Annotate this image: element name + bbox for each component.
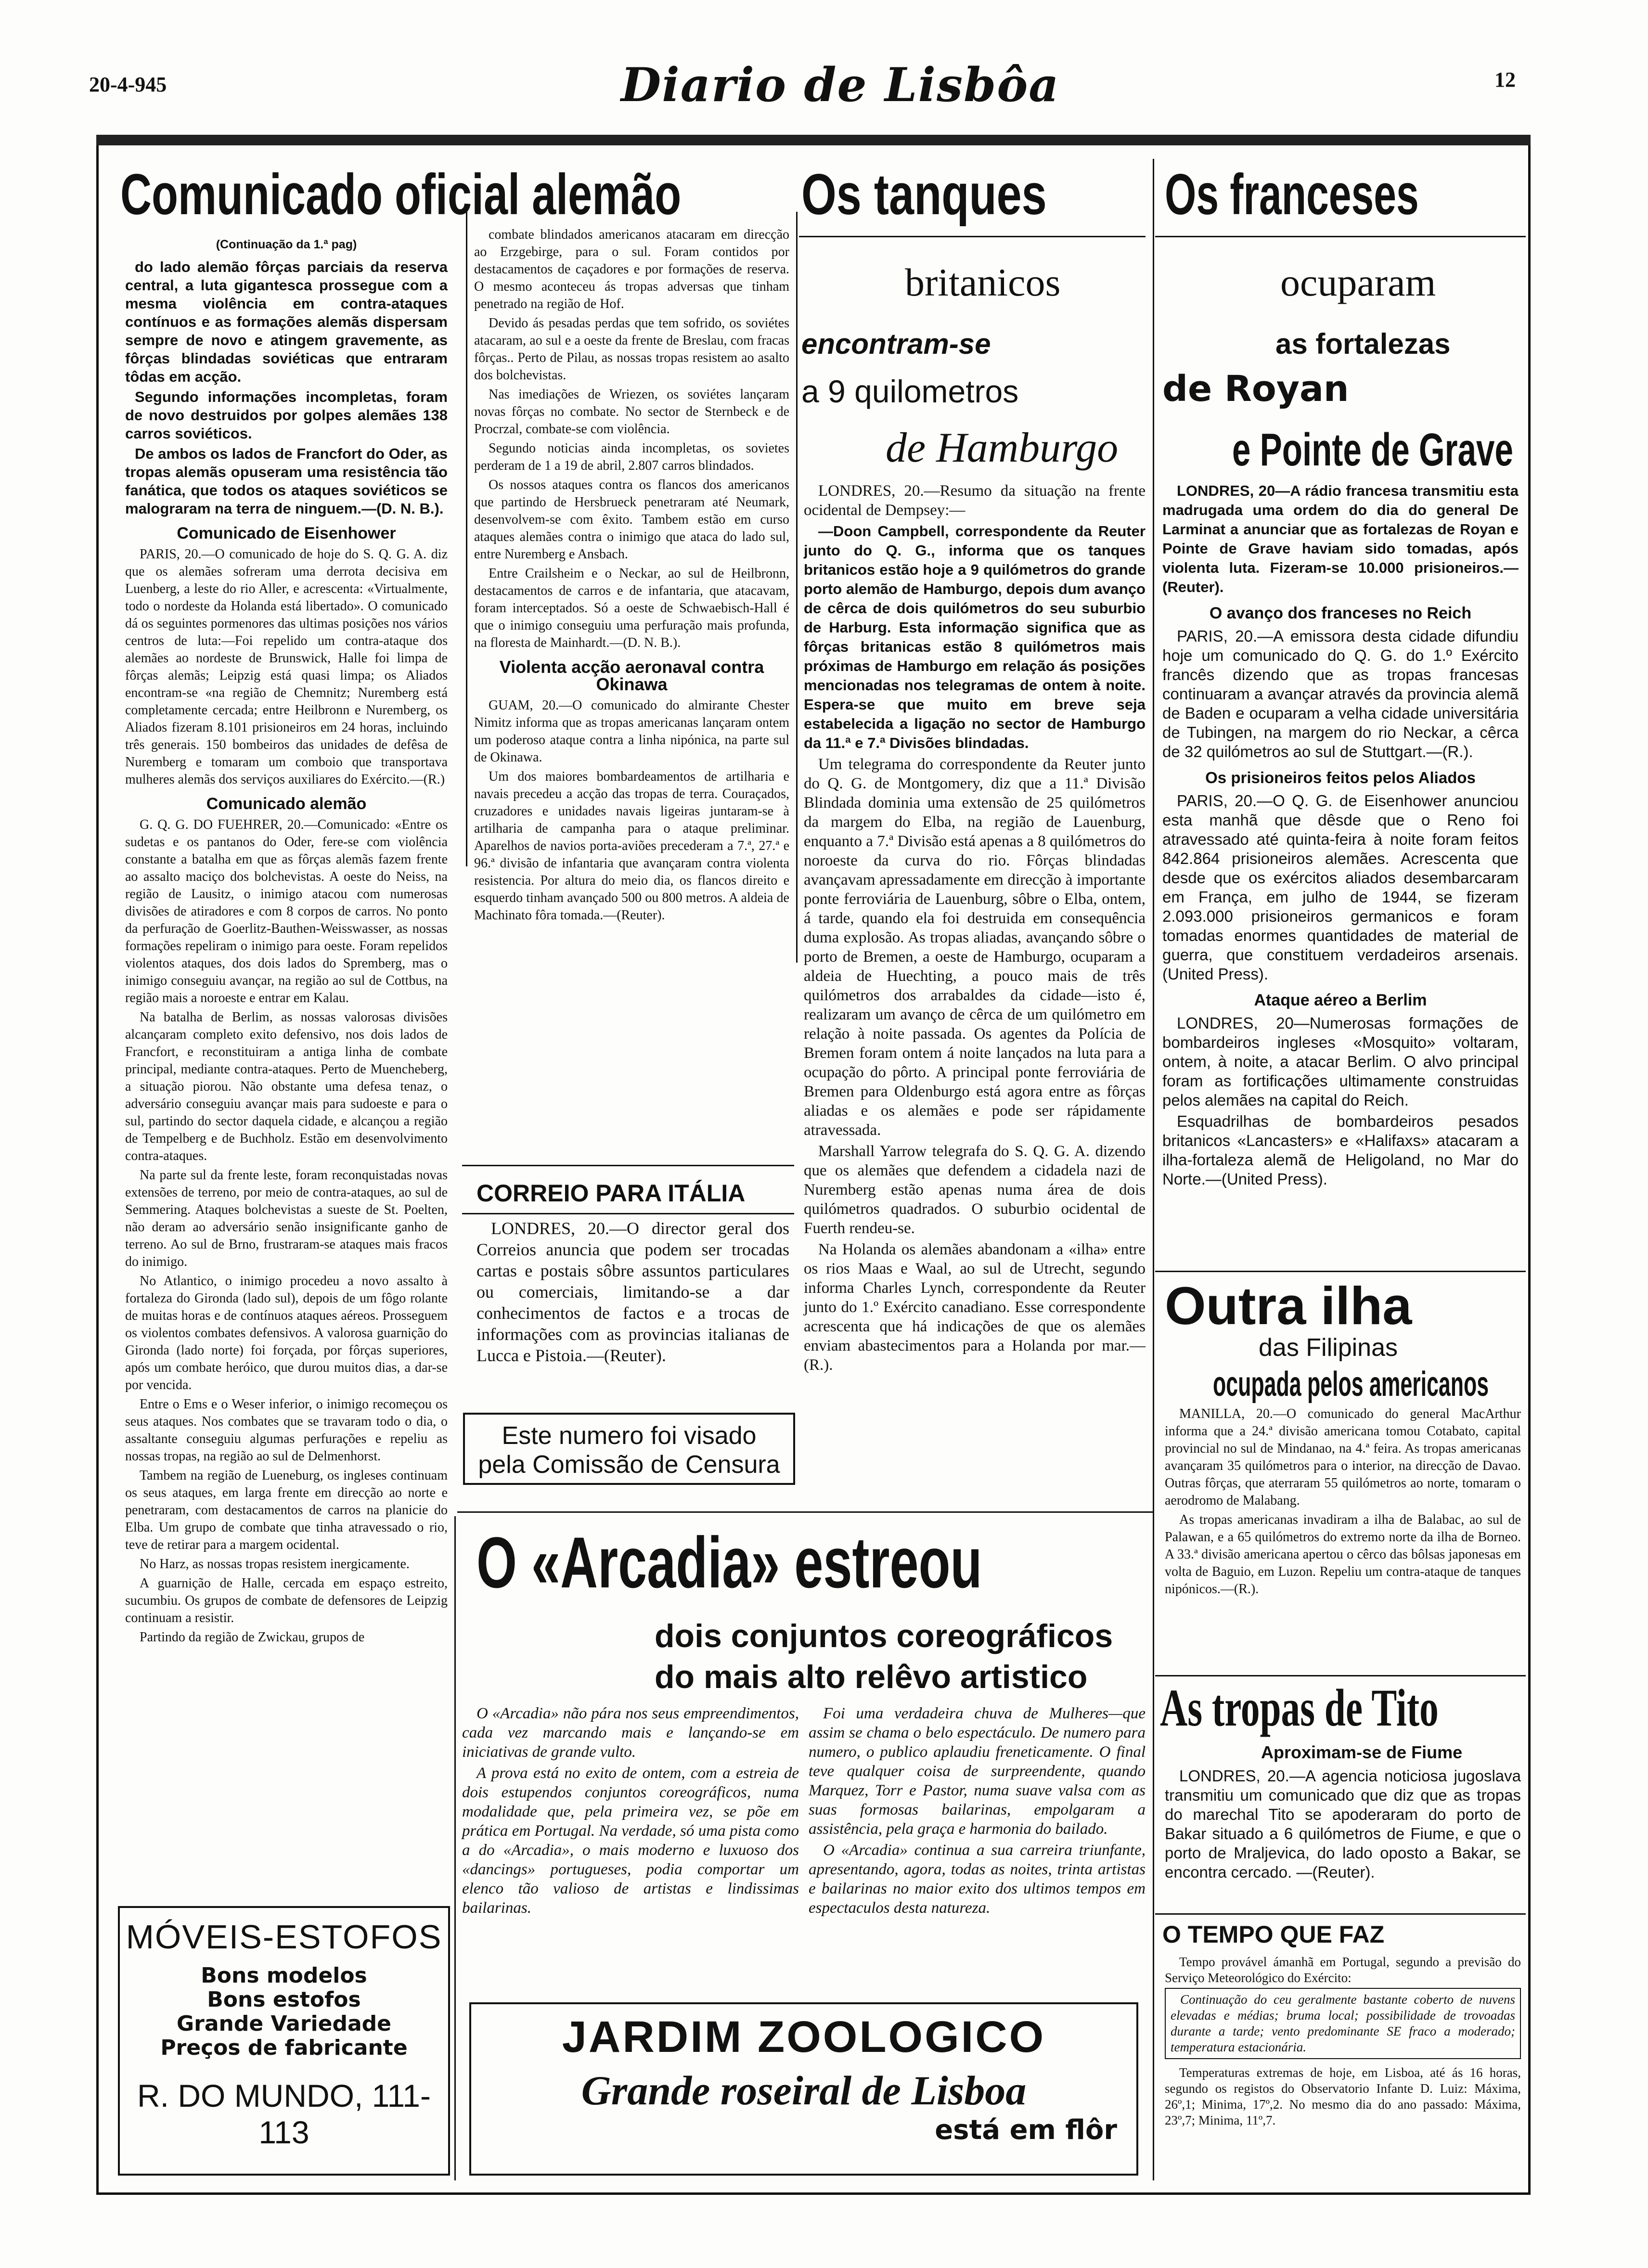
ad-moveis-line: Bons estofos <box>207 1987 361 2012</box>
subheading: O avanço dos franceses no Reich <box>1209 604 1472 622</box>
paragraph: Entre Crailsheim e o Neckar, ao sul de Heilbronn, destacamentos de carros e de infantaria, que atacavam, foram interceptados. Só a oeste de Schwaebisch-Hall é que o inimigo conseguiu uma perfuração mais profunda, na floresta de Mainhardt.—(D. N. B.). <box>474 566 789 650</box>
subheading: Comunicado alemão <box>206 795 367 813</box>
paragraph: LONDRES, 20.—Resumo da situação na frente ocidental de Dempsey:— <box>804 482 1146 519</box>
column-outra-ilha <box>1165 1405 1521 1600</box>
paragraph: G. Q. G. DO FUEHRER, 20.—Comunicado: «Entre os sudetas e os pantanos do Oder, fere-se com violência constante a batalha em que as fôrças alemãs fazem frente ao assalto maciço dos bolchevistas. A oeste do Neiss, na região de Lausitz, o inimigo atacou com numerosas divisões de atiradores e com 8 corpos de carros. No ponto da perfuração de Goerlitz-Bauthen-Weisswasser, as nossas formações repeliram o inimigo para oeste. Foram repelidos violentos ataques, dos dois lados do Spremberg, mas o inimigo conseguiu avançar, na região ao sul de Cottbus, na região mais a noroeste e entrar em Kalau. <box>125 817 448 1005</box>
tito-sub: Aproximam-se de Fiume <box>1261 1742 1463 1762</box>
section-rule <box>1155 236 1526 237</box>
paragraph: Tempo provável ámanhã em Portugal, segundo a previsão do Serviço Meteorológico do Exército: <box>1165 1955 1521 1985</box>
issue-date: 20-4-945 <box>89 73 167 96</box>
ad-moveis <box>118 1906 450 2176</box>
paragraph: De ambos os lados de Francfort do Oder, as tropas alemãs opuseram uma resistência tão fanática, que todos os ataques soviéticos se malograram na terra de ninguem.—(D. N. B.). <box>125 445 448 517</box>
section-rule <box>1155 1675 1526 1676</box>
outra-sub2: ocupada pelos americanos <box>1213 1365 1489 1404</box>
paragraph: As tropas americanas invadiram a ilha de Balabac, ao sul de Palawan, e a 65 quilómetros do extremo norte da ilha de Borneo. A 33.ª divisão americana apertou o cêrco das bôlsas japonesas em volta de Baguio, em Luzon. Repeliu um contra-ataque de tanques nipónicos.—(R.). <box>1165 1512 1521 1597</box>
paragraph: —Doon Campbell, correspondente da Reuter junto do Q. G., informa que os tanques britanicos estão hoje a 9 quilómetros do grande porto alemão de Hamburgo, depois dum avanço de cêrca de dois quilómetros do seu suburbio de Harburg. Esta informação significa que as fôrças britanicas estão 8 quilómetros mais próximas de Hamburgo em relação ás posições mencionadas nos telegramas de ontem à noite. Espera-se que muito em breve seja estabelecida a ligação no sector de Hamburgo da 11.ª e 7.ª Divisões blindadas. <box>804 523 1146 751</box>
lead-text <box>125 258 448 518</box>
paragraph: Foi uma verdadeira chuva de Mulheres—que assim se chama o belo espectáculo. De numero para numero, o publico aplaudiu freneticamente. O final teve qualquer coisa de surpreendente, quando Marquez, Torr e Pastor, numa suave valsa com as suas formosas bailarinas, empolgaram a assistência, pela graça e harmonia do bailado. <box>809 1705 1146 1838</box>
arcadia-sub1: dois conjuntos coreográficos <box>655 1618 1113 1654</box>
paragraph: Devido ás pesadas perdas que tem sofrido, os soviétes atacaram, ao sul e a oeste da frente de Breslau, com fracas fôrças.. Perto de Pilau, as nossas tropas resistem ao asalto dos bolchevistas. <box>474 316 789 383</box>
ad-moveis-title: MÓVEIS-ESTOFOS <box>126 1918 442 1956</box>
column-tito <box>1165 1766 1521 1884</box>
weather-box <box>1165 1954 1521 2130</box>
paragraph: LONDRES, 20—A rádio francesa transmitiu esta madrugada uma ordem do dia do general De Larminat a anunciar que as fortalezas de Royan e Pointe de Grave haviam sido tomadas, após violenta luta. Fizeram-se 10.000 prisioneiros.—(Reuter). <box>1162 482 1519 595</box>
paragraph: LONDRES, 20.—A agencia noticiosa jugoslava transmitiu um comunicado que diz que as tropas do marechal Tito se apoderaram do porto de Bakar situado a 6 quilómetros de Fiume, e que o porto de Mraljevica, do lado oposto a Bakar, se encontra cercado. —(Reuter). <box>1165 1767 1521 1881</box>
section-rule <box>462 1165 794 1166</box>
paragraph: O «Arcadia» não pára nos seus empreendimentos, cada vez marcando mais e lançando-se em iniciativas de grande vulto. <box>462 1705 799 1761</box>
ad-zoo <box>469 2002 1138 2176</box>
paragraph: PARIS, 20.—O Q. G. de Eisenhower anunciou esta manhã que dêsde que o Reno foi atravessado até quinta-feira à noite foram feitos 842.864 prisioneiros alemães. Acrescenta que desde que os exércitos aliados desembarcaram em França, em julho de 1944, se fizeram 2.093.000 prisioneiros germanicos e foram tomadas enormes quantidades de material de guerra, que constituem verdadeiros arsenais. (United Press). <box>1162 792 1519 983</box>
paragraph: No Harz, as nossas tropas resistem inergicamente. <box>140 1557 410 1572</box>
arcadia-sub2: do mais alto relêvo artistico <box>655 1659 1088 1695</box>
section-rule <box>799 236 1146 237</box>
headline-franceses: Os franceses <box>1165 162 1419 227</box>
paragraph: GUAM, 20.—O comunicado do almirante Chester Nimitz informa que as tropas americanas lançaram ontem um poderoso ataque contra a linha nipónica, na parte sul de Okinawa. <box>474 698 789 765</box>
paragraph: PARIS, 20.—O comunicado de hoje do S. Q. G. A. diz que os alemães sofreram uma derrota decisiva em Luenberg, a leste do rio Aller, e acrescenta: «Virtualmente, todo o nordeste da Holanda está libertado». O comunicado dá os seguintes pormenores das ultimas posições nos vários centros de luta:—Foi repelido um contra-ataque dos alemães ao nordeste de Brunswick, Halle foi limpa de fôrças alemãs; Leipzig está quasi limpa; os Aliados encontram-se «na região de Chemnitz; Nuremberg está completamente cercada; entre Heilbronn e Nuremberg, os Aliados fizeram 8.101 prisioneiros em 24 horas, incluindo três generais. 150 bombeiros das unidades de defêsa de Nuremberg e tomaram um comboio que transportava mulheres alemãs dos serviços auxiliares do Exército.—(R.) <box>125 547 448 787</box>
headline-outra-ilha: Outra ilha <box>1165 1276 1412 1336</box>
column-franceses <box>1162 481 1519 1191</box>
subheading: Ataque aéreo a Berlim <box>1254 991 1427 1009</box>
ad-moveis-line: Bons modelos <box>201 1963 367 1988</box>
page-number: 12 <box>1494 68 1516 91</box>
paragraph: MANILLA, 20.—O comunicado do general MacArthur informa que a 24.ª divisão americana tomou Cotabato, capital provincial no sul de Mindanao, na 4.ª feira. As tropas americanas avançaram 35 quilómetros para o interior, na direcção de Davao. Outras fôrças, que aterraram 55 quilómetros ao norte, tomaram o aerodromo de Malabang. <box>1165 1406 1521 1508</box>
paragraph: Temperaturas extremas de hoje, em Lisboa, até ás 16 horas, segundo os registos do Observatorio Infante D. Luiz: Máxima, 26º,1; Minima, 17º,2. No mesmo dia do ano passado: Máxima, 23º,7; Minima, 11º,7. <box>1165 2065 1521 2127</box>
arcadia-right <box>809 1704 1146 1920</box>
column-tanques <box>804 481 1146 1377</box>
paragraph: Partindo da região de Zwickau, grupos de <box>140 1630 365 1645</box>
franceses-sub4: e Pointe de Grave <box>1232 424 1513 476</box>
subheading: Os prisioneiros feitos pelos Aliados <box>1205 769 1476 786</box>
arcadia-left <box>462 1704 799 1920</box>
franceses-sub2: as fortalezas <box>1275 328 1451 360</box>
paragraph: No Atlantico, o inimigo procedeu a novo assalto à fortaleza do Gironda (lado sul), depois de um fôgo rolante de muitas horas e de contínuos ataques aéreos. Prosseguem os violentos combates defensivos. A valorosa guarnição do Gironda (lado norte) foi forçada, por fôrças superiores, após um combate heróico, que durou muitos dias, a dar-se por vencida. <box>125 1274 448 1392</box>
paragraph: Segundo noticias ainda incompletas, os sovietes perderam de 1 a 19 de abril, 2.807 carros blindados. <box>474 441 789 473</box>
correio-title: CORREIO PARA ITÁLIA <box>476 1180 746 1207</box>
headline-arcadia: O «Arcadia» estreou <box>476 1522 982 1603</box>
paragraph: Nas imediações de Wriezen, os soviétes lançaram novas fôrças no combate. No sector de Sternbeck e de Procrzal, combate-se com violência. <box>474 387 789 437</box>
paragraph: Na batalha de Berlim, as nossas valorosas divisões alcançaram completo exito defensivo, nos dois lados de Francfort, e reconstituiram a antiga linha de combate principal, mediante contra-ataques. Perto de Muencheberg, a situação piorou. Não obstante uma defesa tenaz, o adversário conseguiu avançar mais para sudoeste e para o sul, partindo do sector daquela cidade, e alcançou a região de Tempelberg e de Buchholz. Estão em desenvolvimento contra-ataques. <box>125 1010 448 1163</box>
tanques-sub3: a 9 quilometros <box>801 374 1019 409</box>
ad-zoo-sub: Grande roseiral de Lisboa <box>581 2067 1027 2113</box>
subheading: Comunicado de Eisenhower <box>177 524 396 542</box>
column-rule <box>466 212 467 866</box>
weather-title: O TEMPO QUE FAZ <box>1162 1921 1385 1948</box>
paragraph: Os nossos ataques contra os flancos dos americanos que partindo de Hersbrueck penetraram até Neumark, desenvolvem-se com êxito. Tambem estão em curso ataques alemães contra o inimigo que ataca do lado sul, entre Nuremberg e Ansbach. <box>474 477 789 562</box>
paragraph: Segundo informações incompletas, foram de novo destruidos por golpes alemães 138 carros soviéticos. <box>125 388 448 442</box>
paragraph: O «Arcadia» continua a sua carreira triunfante, apresentando, agora, todas as noites, trinta artistas e bailarinas no maior exito dos ultimos tempos em espectaculos desta natureza. <box>809 1842 1146 1917</box>
paragraph: LONDRES, 20—Numerosas formações de bombardeiros ingleses «Mosquito» voltaram, ontem, à noite, a atacar Berlim. O alvo principal foram as fortificações ultimamente construidas pelos alemães na capital do Reich. <box>1162 1014 1519 1109</box>
newspaper-title: Diario de Lisbôa <box>621 58 1060 112</box>
tanques-sub1: britanicos <box>905 260 1061 304</box>
ad-moveis-line: Grande Variedade <box>177 2011 391 2036</box>
censorship-box <box>463 1413 795 1485</box>
outra-sub1: das Filipinas <box>1259 1334 1398 1362</box>
section-rule <box>457 1511 1153 1513</box>
column-rule <box>796 212 798 963</box>
top-band <box>96 135 1531 145</box>
paragraph: Um telegrama do correspondente da Reuter junto do Q. G. de Montgomery, diz que a 11.ª Divisão Blindada dominia uma extensão de 25 quilómetros da margem do Elba, na região de Lauenburg, enquanto a 7.ª Divisão está apenas a 8 quilómetros do noroeste da curva do rio. Fôrças blindadas avançavam apressadamente em direcção à importante ponte ferroviária de Lauenburg, sôbre o Elba, ontem, á tarde, quando ela foi destruida em consequência duma explosão. As tropas aliadas, avançando sôbre o porto de Bremen, a oeste de Hamburgo, ocuparam a aldeia de Huechting, a pouco mais de três quilómetros dos arrabaldes da cidade—isto é, realizaram um avanço de cêrca de um quilómetro em relação à noite passada. Os agentes da Polícia de Bremen foram ontem á noite lançados na luta para a ocupação do pôrto. A principal ponte ferroviária de Bremen para Oldenburgo está agora entre as fôrças aliadas e os alemães e pode ser rápidamente atravessada. <box>804 756 1146 1139</box>
column-comunicado-cont <box>474 226 789 926</box>
paragraph: do lado alemão fôrças parciais da reserva central, a luta gigantesca prossegue com a mesma violência em contra-ataques contínuos e as formações alemãs dispersam sempre de novo e atingem gravemente, as fôrças blindadas soviéticas que entraram tôdas em acção. <box>125 258 448 385</box>
weather-forecast: Continuação do ceu geralmente bastante coberto de nuvens elevadas e médias; bruma local; possibilidade de trovoadas durante a tarde; vento predominante SE fraco a moderado; temperatura estacionária. <box>1165 1988 1521 2059</box>
censorship-line: Este numero foi visado <box>502 1422 757 1450</box>
correio-article <box>476 1218 789 1368</box>
tanques-sub2: encontram-se <box>801 328 991 360</box>
column-rule <box>454 1516 456 2180</box>
ad-zoo-title: JARDIM ZOOLOGICO <box>562 2012 1046 2062</box>
ad-moveis-line: Preços de fabricante <box>160 2036 408 2060</box>
column-rule <box>1153 159 1154 2180</box>
tanques-sub4: de Hamburgo <box>886 425 1119 471</box>
paragraph: combate blindados americanos atacaram em direcção ao Erzgebirge, para o sul. Foram contidos por destacamentos de caçadores e por formações de reserva. O mesmo aconteceu ás tropas adversas que tinham penetrado na região de Hof. <box>474 227 789 311</box>
paragraph: Esquadrilhas de bombardeiros pesados britanicos «Lancasters» e «Halifaxs» atacaram a ilha-fortaleza alemã de Heligoland, no Mar do Norte.—(United Press). <box>1162 1112 1519 1188</box>
paragraph: Na Holanda os alemães abandonam a «ilha» entre os rios Maas e Waal, ao sul de Utrecht, segundo informa Charles Lynch, correspondente da Reuter junto do 1.º Exército canadiano. Esse correspondente acrescenta que há indicações de que os alemães enviam abastecimentos para a Holanda por mar.—(R.). <box>804 1241 1146 1374</box>
column-comunicado <box>125 236 448 1648</box>
ad-zoo-tag: está em flôr <box>935 2114 1117 2146</box>
franceses-sub3: de Royan <box>1162 368 1349 410</box>
paragraph: Entre o Ems e o Weser inferior, o inimigo recomeçou os seus ataques. Nos combates que se travaram todo o dia, o assaltante conseguiu algumas perfurações e repeliu as nossas tropas, na região ao sul de Delmenhorst. <box>125 1397 448 1464</box>
paragraph: Marshall Yarrow telegrafa do S. Q. G. A. dizendo que os alemães que defendem a cidadela nazi de Nuremberg estão apenas numa área de dois quilómetros quadrados. O suburbio ocidental de Fuerth rendeu-se. <box>804 1143 1146 1237</box>
paragraph: PARIS, 20.—A emissora desta cidade difundiu hoje um comunicado do Q. G. do 1.º Exército francês dizendo que as tropas francesas continuaram a avançar através da provincia alemã de Baden e ocuparam a velha cidade universitária de Tubingen, na margem do rio Neckar, a cêrca de 32 quilómetros ao sul de Stuttgart.—(R.). <box>1162 627 1519 760</box>
paragraph: Na parte sul da frente leste, foram reconquistadas novas extensões de terreno, por meio de contra-ataques, ao sul de Semmering. Ataques bolchevistas a sueste de St. Poelten, não deram ao adversário senão insignificante ganho de terreno. Ao sul de Brno, frustraram-se ataques mais fracos do inimigo. <box>125 1168 448 1269</box>
headline-tanques: Os tanques <box>801 162 1047 227</box>
headline-tito: As tropas de Tito <box>1160 1678 1439 1737</box>
paragraph: A prova está no exito de ontem, com a estreia de dois estupendos conjuntos coreográficos, numa modalidade que, pela primeira vez, se põe em prática em Portugal. Na verdade, só uma pista como a do «Arcadia», o mais moderno e luxuoso dos «dancings» portugueses, podia comportar um elenco tão valioso de artistas e lindissimas bailarinas. <box>462 1765 799 1917</box>
paragraph: LONDRES, 20.—O director geral dos Correios anuncia que podem ser trocadas cartas e postais sôbre assuntos particulares ou comerciais, limitando-se a dar conhecimentos de factos e a trocas de informações com as provincias italianas de Lucca e Pistoia.—(Reuter). <box>476 1219 789 1365</box>
paragraph: Tambem na região de Lueneburg, os ingleses continuam os seus ataques, em larga frente em direcção ao norte e penetraram, com destacamentos de carros na planicie do Elba. Um grupo de combate que tinha atravessado o rio, teve de retirar para a margem ocidental. <box>125 1468 448 1552</box>
okinawa-title: Violenta acção aeronaval contra Okinawa <box>499 657 764 694</box>
paragraph: A guarnição de Halle, cercada em espaço estreito, sucumbiu. Os grupos de combate de defensores de Leipzig continuam a resistir. <box>125 1576 448 1625</box>
section-rule <box>462 1213 794 1214</box>
censorship-line: pela Comissão de Censura <box>478 1451 780 1479</box>
section-rule <box>1155 1271 1526 1272</box>
headline-comunicado: Comunicado oficial alemão <box>120 162 682 227</box>
section-rule <box>1155 1913 1526 1915</box>
continuation-note: (Continuação da 1.ª pag) <box>216 238 357 251</box>
ad-moveis-address: R. DO MUNDO, 111-113 <box>137 2078 431 2150</box>
franceses-sub1: ocuparam <box>1280 260 1436 304</box>
paragraph: Um dos maiores bombardeamentos de artilharia e navais precedeu a acção das tropas de terra. Couraçados, cruzadores e unidades navais ligeiras juntaram-se à artilharia de campanha para o ataque preliminar. Aparelhos de navios porta-aviões precederam a 7.ª, 27.ª e 96.ª divisão de infantaria que avançaram contra violenta resistencia. Por altura do meio dia, os flancos direito e esquerdo tinham avançado 500 ou 800 metros. A aldeia de Machinato fôra tomada.—(Reuter). <box>474 769 789 923</box>
